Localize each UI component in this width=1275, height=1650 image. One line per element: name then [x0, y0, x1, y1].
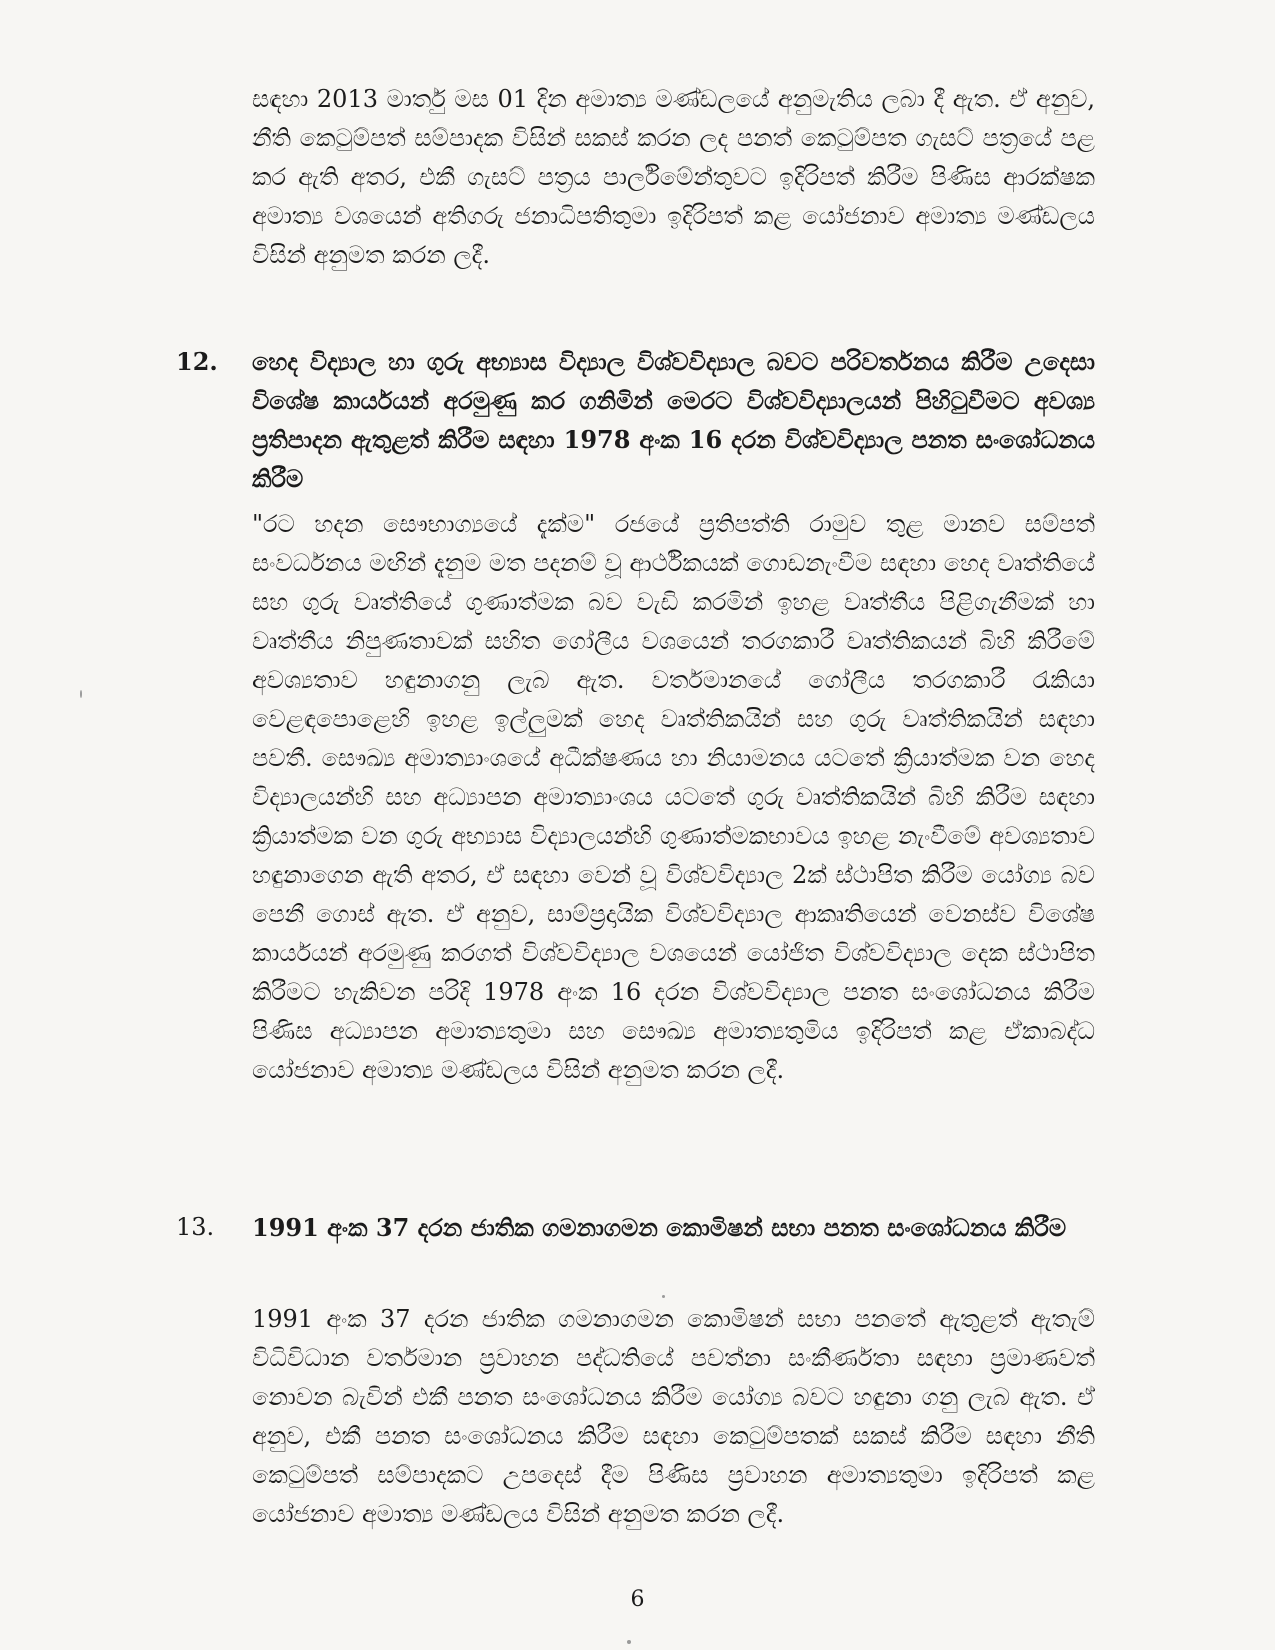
scan-speck	[80, 690, 82, 698]
page-number: 6	[630, 1587, 645, 1612]
section-12-number: 12.	[176, 347, 218, 376]
intro-paragraph: සඳහා 2013 මාර්තු මස 01 දින අමාත්‍ය මණ්ඩලයේ අනුමැතිය ලබා දී ඇත. ඒ අනුව, නීති කෙටුම්පත් සම්පාදක විසින් සකස් කරන ලද පනත් කෙටුම්පත ගැසට් පත්‍රයේ පළ කර ඇති අතර, එකී ගැසට් පත්‍රය පාර්ලිමේන්තුවට ඉදිරිපත් කිරීම පිණිස ආරක්ෂක අමාත්‍ය වශයෙන් අතිගරු ජනාධිපතිතුමා ඉදිරිපත් කළ යෝජනාව අමාත්‍ය මණ්ඩලය විසින් අනුමත කරන ලදී.	[252, 85, 1095, 269]
section-13-number: 13.	[176, 1213, 215, 1241]
section-13-heading: 1991 අංක 37 දරන ජාතික ගමනාගමන කොමිෂන් සභා පනත සංශෝධනය කිරීම	[252, 1213, 1067, 1242]
scan-speck	[627, 1640, 631, 1644]
section-13-body: 1991 අංක 37 දරන ජාතික ගමනාගමන කොමිෂන් සභා පනතේ ඇතුළත් ඇතැම් විධිවිධාන වර්තමාන ප්‍රවාහන පද්ධතියේ පවත්නා සංකීර්ණතා සඳහා ප්‍රමාණවත් නොවන බැවින් එකී පනත සංශෝධනය කිරීම යෝග්‍ය බවට හඳුනා ගනු ලැබ ඇත. ඒ අනුව, එකී පනත සංශෝධනය කිරීම සඳහා කෙටුම්පතක් සකස් කිරීම සඳහා නීති කෙටුම්පත් සම්පාදකට උපදෙස් දීම පිණිස ප්‍රවාහන අමාත්‍යතුමා ඉදිරිපත් කළ යෝජනාව අමාත්‍ය මණ්ඩලය විසින් අනුමත කරන ලදී.	[252, 1305, 1095, 1528]
section-12-heading: හෙද විද්‍යාල හා ගුරු අභ්‍යාස විද්‍යාල විශ්වවිද්‍යාල බවට පරිවර්තනය කිරීම උදෙසා විශේෂ කාර්යයන් අරමුණු කර ගනිමින් මෙරට විශ්වවිද්‍යාලයන් පිහිටුවීමට අවශ්‍ය ප්‍රතිපාදන ඇතුළත් කිරීම සඳහා 1978 අංක 16 දරන විශ්වවිද්‍යාල පනත සංශෝධනය කිරීම	[252, 347, 1095, 493]
scan-speck	[662, 1295, 665, 1298]
section-12-body: "රට හදන සෞභාග්‍යයේ දැක්ම" රජයේ ප්‍රතිපත්ති රාමුව තුළ මානව සම්පත් සංවර්ධනය මඟින් දැනුම මත පදනම් වූ ආර්ථිකයක් ගොඩනැංවීම සඳහා හෙද වෘත්තියේ සහ ගුරු වෘත්තියේ ගුණාත්මක බව වැඩි කරමින් ඉහළ වෘත්තීය පිළිගැනීමක් හා වෘත්තීය නිපුණතාවක් සහිත ගෝලීය වශයෙන් තරගකාරී වෘත්තිකයන් බිහි කිරීමේ අවශ්‍යතාව හඳුනාගනු ලැබ ඇත. වර්තමානයේ ගෝලීය තරගකාරී රැකියා වෙළඳපොළෙහි ඉහළ ඉල්ලුමක් හෙද වෘත්තිකයින් සහ ගුරු වෘත්තිකයින් සඳහා පවතී. සෞඛ්‍ය අමාත්‍යාංශයේ අධීක්ෂණය හා නියාමනය යටතේ ක්‍රියාත්මක වන හෙද විද්‍යාලයන්හි සහ අධ්‍යාපන අමාත්‍යාංශය යටතේ ගුරු වෘත්තිකයින් බිහි කිරීම සඳහා ක්‍රියාත්මක වන ගුරු අභ්‍යාස විද්‍යාලයන්හි ගුණාත්මකභාවය ඉහළ නැංවීමේ අවශ්‍යතාව හඳුනාගෙන ඇති අතර, ඒ සඳහා වෙන් වූ විශ්වවිද්‍යාල 2ක් ස්ථාපිත කිරීම යෝග්‍ය බව පෙනී ගොස් ඇත. ඒ අනුව, සාම්ප්‍රදායික විශ්වවිද්‍යාල ආකෘතියෙන් වෙනස්ව විශේෂ කාර්යයන් අරමුණු කරගත් විශ්වවිද්‍යාල වශයෙන් යෝජිත විශ්වවිද්‍යාල දෙක ස්ථාපිත කිරීමට හැකිවන පරිදි 1978 අංක 16 දරන විශ්වවිද්‍යාල පනත සංශෝධනය කිරීම පිණිස අධ්‍යාපන අමාත්‍යතුමා සහ සෞඛ්‍ය අමාත්‍යතුමිය ඉදිරිපත් කළ ඒකාබද්ධ යෝජනාව අමාත්‍ය මණ්ඩලය විසින් අනුමත කරන ලදී.	[252, 510, 1095, 1084]
